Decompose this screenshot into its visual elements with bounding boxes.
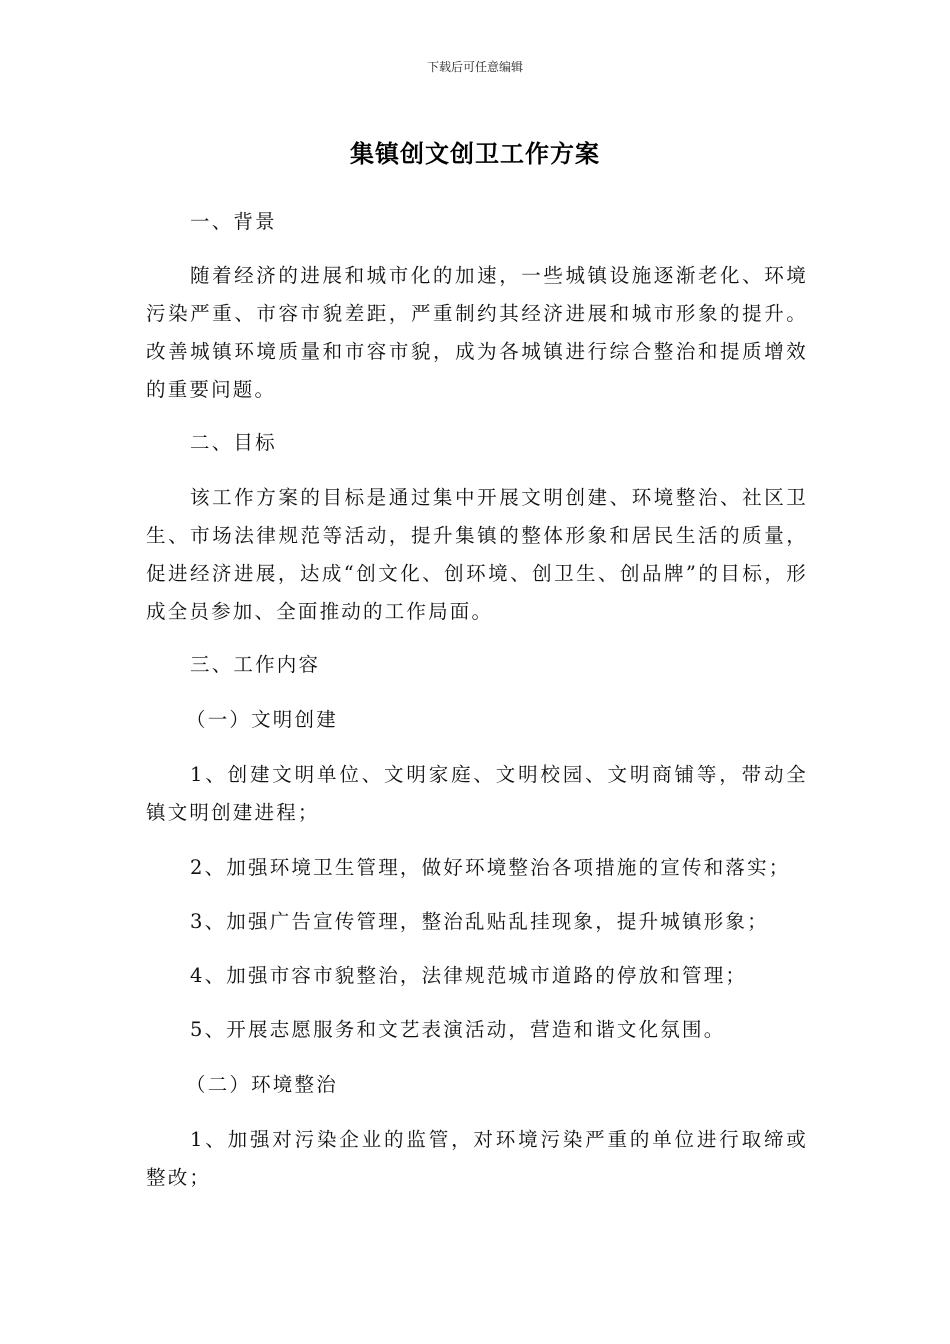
section-heading-goal: 二、目标	[190, 431, 277, 454]
section-heading-background: 一、背景	[190, 210, 277, 233]
list-item: 3、加强广告宣传管理，整治乱贴乱挂现象，提升城镇形象；	[190, 910, 769, 933]
document-title: 集镇创文创卫工作方案	[350, 140, 600, 168]
subsection-heading-civilization: （一）文明创建	[186, 708, 338, 731]
header-note: 下载后可任意编辑	[426, 60, 523, 74]
list-item: 4、加强市容市貌整治，法律规范城市道路的停放和管理；	[190, 964, 748, 987]
list-item: 1、加强对污染企业的监管，对环境污染严重的单位进行取缔或整改；	[146, 1128, 808, 1189]
list-item: 5、开展志愿服务和文艺表演活动，营造和谐文化氛围。	[190, 1018, 726, 1041]
section-body-goal: 该工作方案的目标是通过集中开展文明创建、环境整治、社区卫生、市场法律规范等活动，提升集镇的整体形象和居民生活的质量，促进经济进展，达成“创文化、创环境、创卫生、创品牌”的目标，形成全员参加、全面推动的工作局面。	[146, 486, 808, 623]
list-item: 2、加强环境卫生管理，做好环境整治各项措施的宣传和落实；	[190, 856, 791, 879]
subsection-heading-environment: （二）环境整治	[186, 1073, 338, 1096]
section-body-background: 随着经济的进展和城市化的加速，一些城镇设施逐渐老化、环境污染严重、市容市貌差距，严重制约其经济进展和城市形象的提升。改善城镇环境质量和市容市貌，成为各城镇进行综合整治和提质增效的重要问题。	[146, 264, 808, 401]
section-heading-work-content: 三、工作内容	[190, 653, 321, 676]
list-item: 1、创建文明单位、文明家庭、文明校园、文明商铺等，带动全镇文明创建进程；	[146, 763, 808, 824]
